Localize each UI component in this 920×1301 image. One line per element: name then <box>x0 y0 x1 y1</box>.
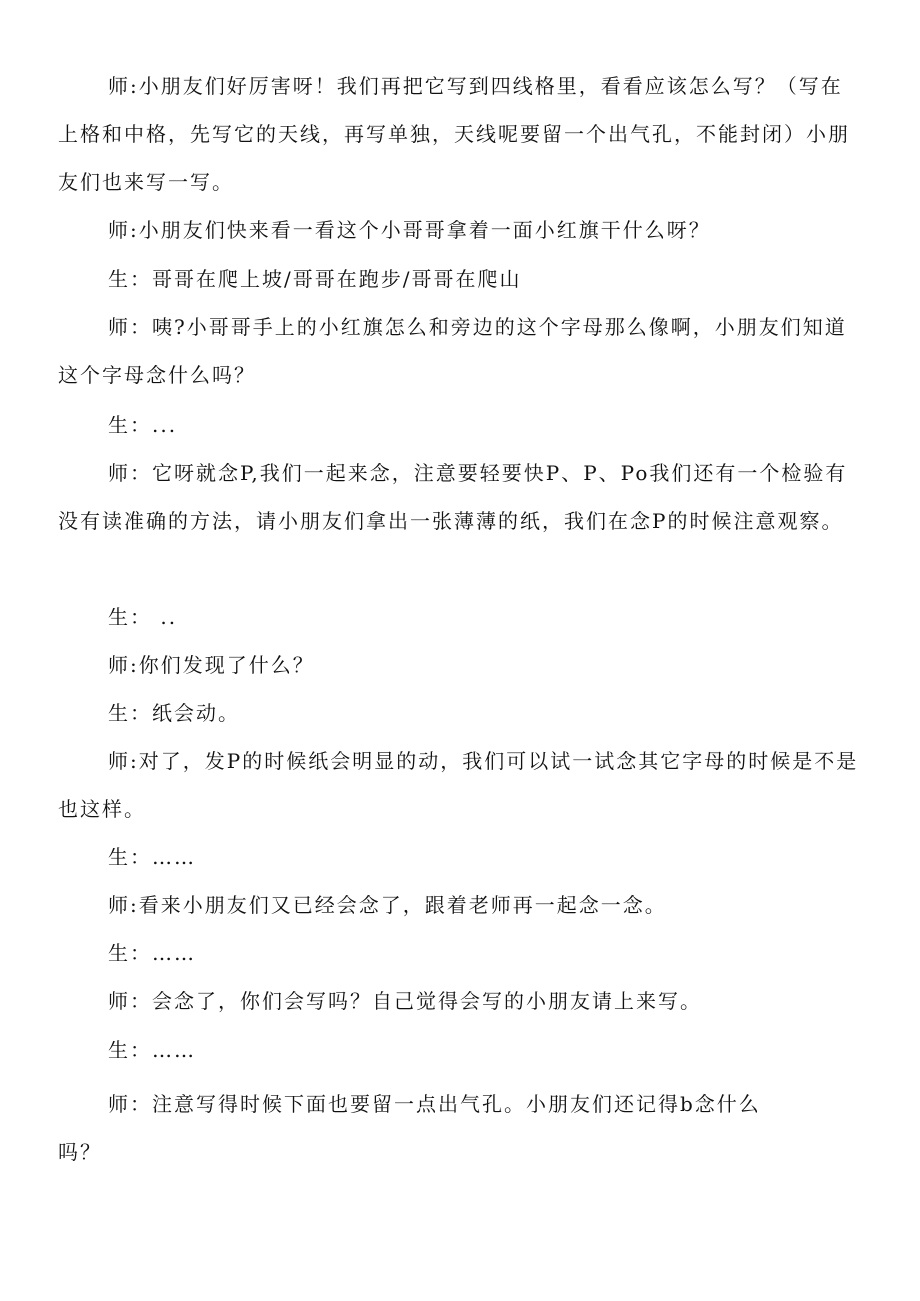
paragraph-11: 生：…… <box>108 845 196 869</box>
paragraph-5: 生：... <box>108 413 178 437</box>
paragraph-8: 师:你们发现了什么？ <box>108 653 315 677</box>
paragraph-13: 生：…… <box>108 941 196 965</box>
paragraph-1: 师:小朋友们好厉害呀！我们再把它写到四线格里，看看应该怎么写？（写在上格和中格，先写它的天线，再写单独，天线呢要留一个出气孔，不能封闭）小朋友们也来写一写。 <box>58 74 850 194</box>
paragraph-3: 生：哥哥在爬上坡/哥哥在跑步/哥哥在爬山 <box>108 267 522 291</box>
paragraph-9: 生：纸会动。 <box>108 701 240 725</box>
paragraph-6: 师：它呀就念P,我们一起来念，注意要轻要快P、P、Po我们还有一个检验有没有读准确的方法，请小朋友们拿出一张薄薄的纸，我们在念P的时候注意观察。 <box>58 461 848 533</box>
paragraph-14: 师：会念了，你们会写吗？自己觉得会写的小朋友请上来写。 <box>108 989 702 1013</box>
paragraph-7: 生： .. <box>108 605 178 629</box>
paragraph-15: 生：…… <box>108 1038 196 1062</box>
paragraph-2: 师:小朋友们快来看一看这个小哥哥拿着一面小红旗干什么呀？ <box>108 218 711 242</box>
paragraph-4: 师：咦?小哥哥手上的小红旗怎么和旁边的这个字母那么像啊，小朋友们知道这个字母念什么吗？ <box>58 315 847 387</box>
paragraph-10: 师:对了，发P的时候纸会明显的动，我们可以试一试念其它字母的时候是不是也这样。 <box>58 749 859 821</box>
paragraph-12: 师:看来小朋友们又已经会念了，跟着老师再一起念一念。 <box>108 893 667 917</box>
paragraph-16: 师：注意写得时候下面也要留一点出气孔。小朋友们还记得b念什么吗？ <box>58 1092 761 1164</box>
